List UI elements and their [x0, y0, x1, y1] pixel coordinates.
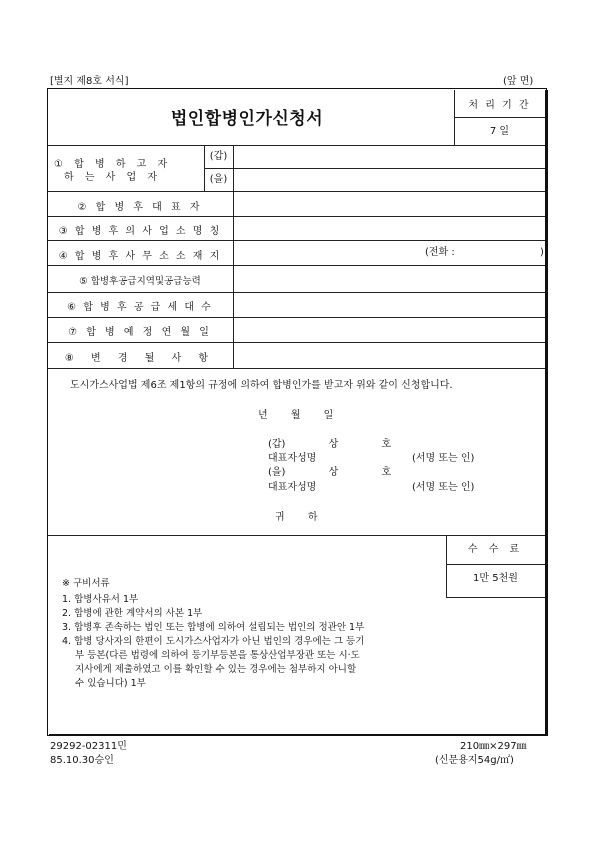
office-address-label: ④ 합 병 후 사 무 소 소 재 지 [58, 251, 222, 262]
paper-size: 210㎜×297㎜ [460, 741, 527, 752]
supply-area-label: ⑤ 합병후공급지역및공급능력 [79, 276, 201, 287]
party-a-signature: (서명 또는 인) [412, 453, 475, 464]
representative-label: ② 합 병 후 대 표 자 [77, 202, 203, 213]
approval-date: 85.10.30승인 [50, 755, 114, 766]
documents-title: ※ 구비서류 [62, 578, 110, 589]
frame-shadow-right [545, 90, 548, 736]
fee-label: 수 수 료 [467, 544, 524, 555]
form-number: [별지 제8호 서식] [50, 76, 129, 87]
date-line: 년 월 일 [258, 410, 334, 421]
party-b-rep-name: 대표자성명 [268, 482, 317, 493]
processing-period-label: 처 리 기 간 [468, 100, 531, 111]
page-side-label: (앞 면) [503, 76, 534, 87]
changes-label: ⑧ 변 경 될 사 항 [64, 353, 216, 364]
party-b-company: (을) 상 호 [268, 467, 392, 478]
document-item-4-cont2: 지사에게 제출하였고 이를 확인할 수 있는 경우에는 첨부하지 아니할 [75, 664, 357, 675]
document-item-3: 3. 합병후 존속하는 법인 또는 합병에 의하여 설립되는 법인의 정관안 1부 [62, 622, 365, 633]
applicant-label-line1: ① 합 병 하 고 자 [54, 159, 172, 170]
form-code: 29292-02311민 [50, 741, 127, 752]
paper-type: (신문용지54g/㎡) [435, 755, 514, 766]
office-name-label: ③ 합 병 후 의 사 업 소 명 칭 [58, 226, 222, 237]
document-item-4-cont3: 수 있습니다) 1부 [75, 678, 146, 689]
party-a-label: (갑) [209, 151, 228, 162]
document-item-1: 1. 합병사유서 1부 [62, 594, 139, 605]
party-a-company: (갑) 상 호 [268, 439, 392, 450]
document-item-2: 2. 합병에 관한 계약서의 사본 1부 [62, 608, 203, 619]
phone-label: (전화 : [425, 247, 455, 258]
households-label: ⑥ 합 병 후 공 급 세 대 수 [67, 302, 213, 313]
addressee: 귀 하 [275, 512, 318, 523]
frame-shadow-bottom [49, 734, 548, 736]
phone-close: ) [540, 247, 544, 258]
document-item-4-cont1: 부 등본(다른 법령에 의하여 등기부등본을 통상산업부장관 또는 시·도 [75, 650, 360, 661]
party-b-label: (을) [209, 174, 228, 185]
declaration-text: 도시가스사업법 제6조 제1항의 규정에 의하여 합병인가를 받고자 위와 같이 신청합니다. [70, 380, 453, 391]
party-b-signature: (서명 또는 인) [412, 482, 475, 493]
applicant-label-line2: 하 는 사 업 자 [64, 172, 162, 183]
party-a-rep-name: 대표자성명 [268, 453, 317, 464]
processing-period-value: 7 일 [489, 126, 510, 137]
fee-value: 1만 5천원 [473, 573, 518, 584]
form-title: 법인합병인가신청서 [170, 109, 324, 129]
document-item-4: 4. 합병 당사자의 한편이 도시가스사업자가 아닌 법인의 경우에는 그 등기 [62, 636, 365, 647]
merger-date-label: ⑦ 합 병 예 정 연 월 일 [68, 327, 212, 338]
